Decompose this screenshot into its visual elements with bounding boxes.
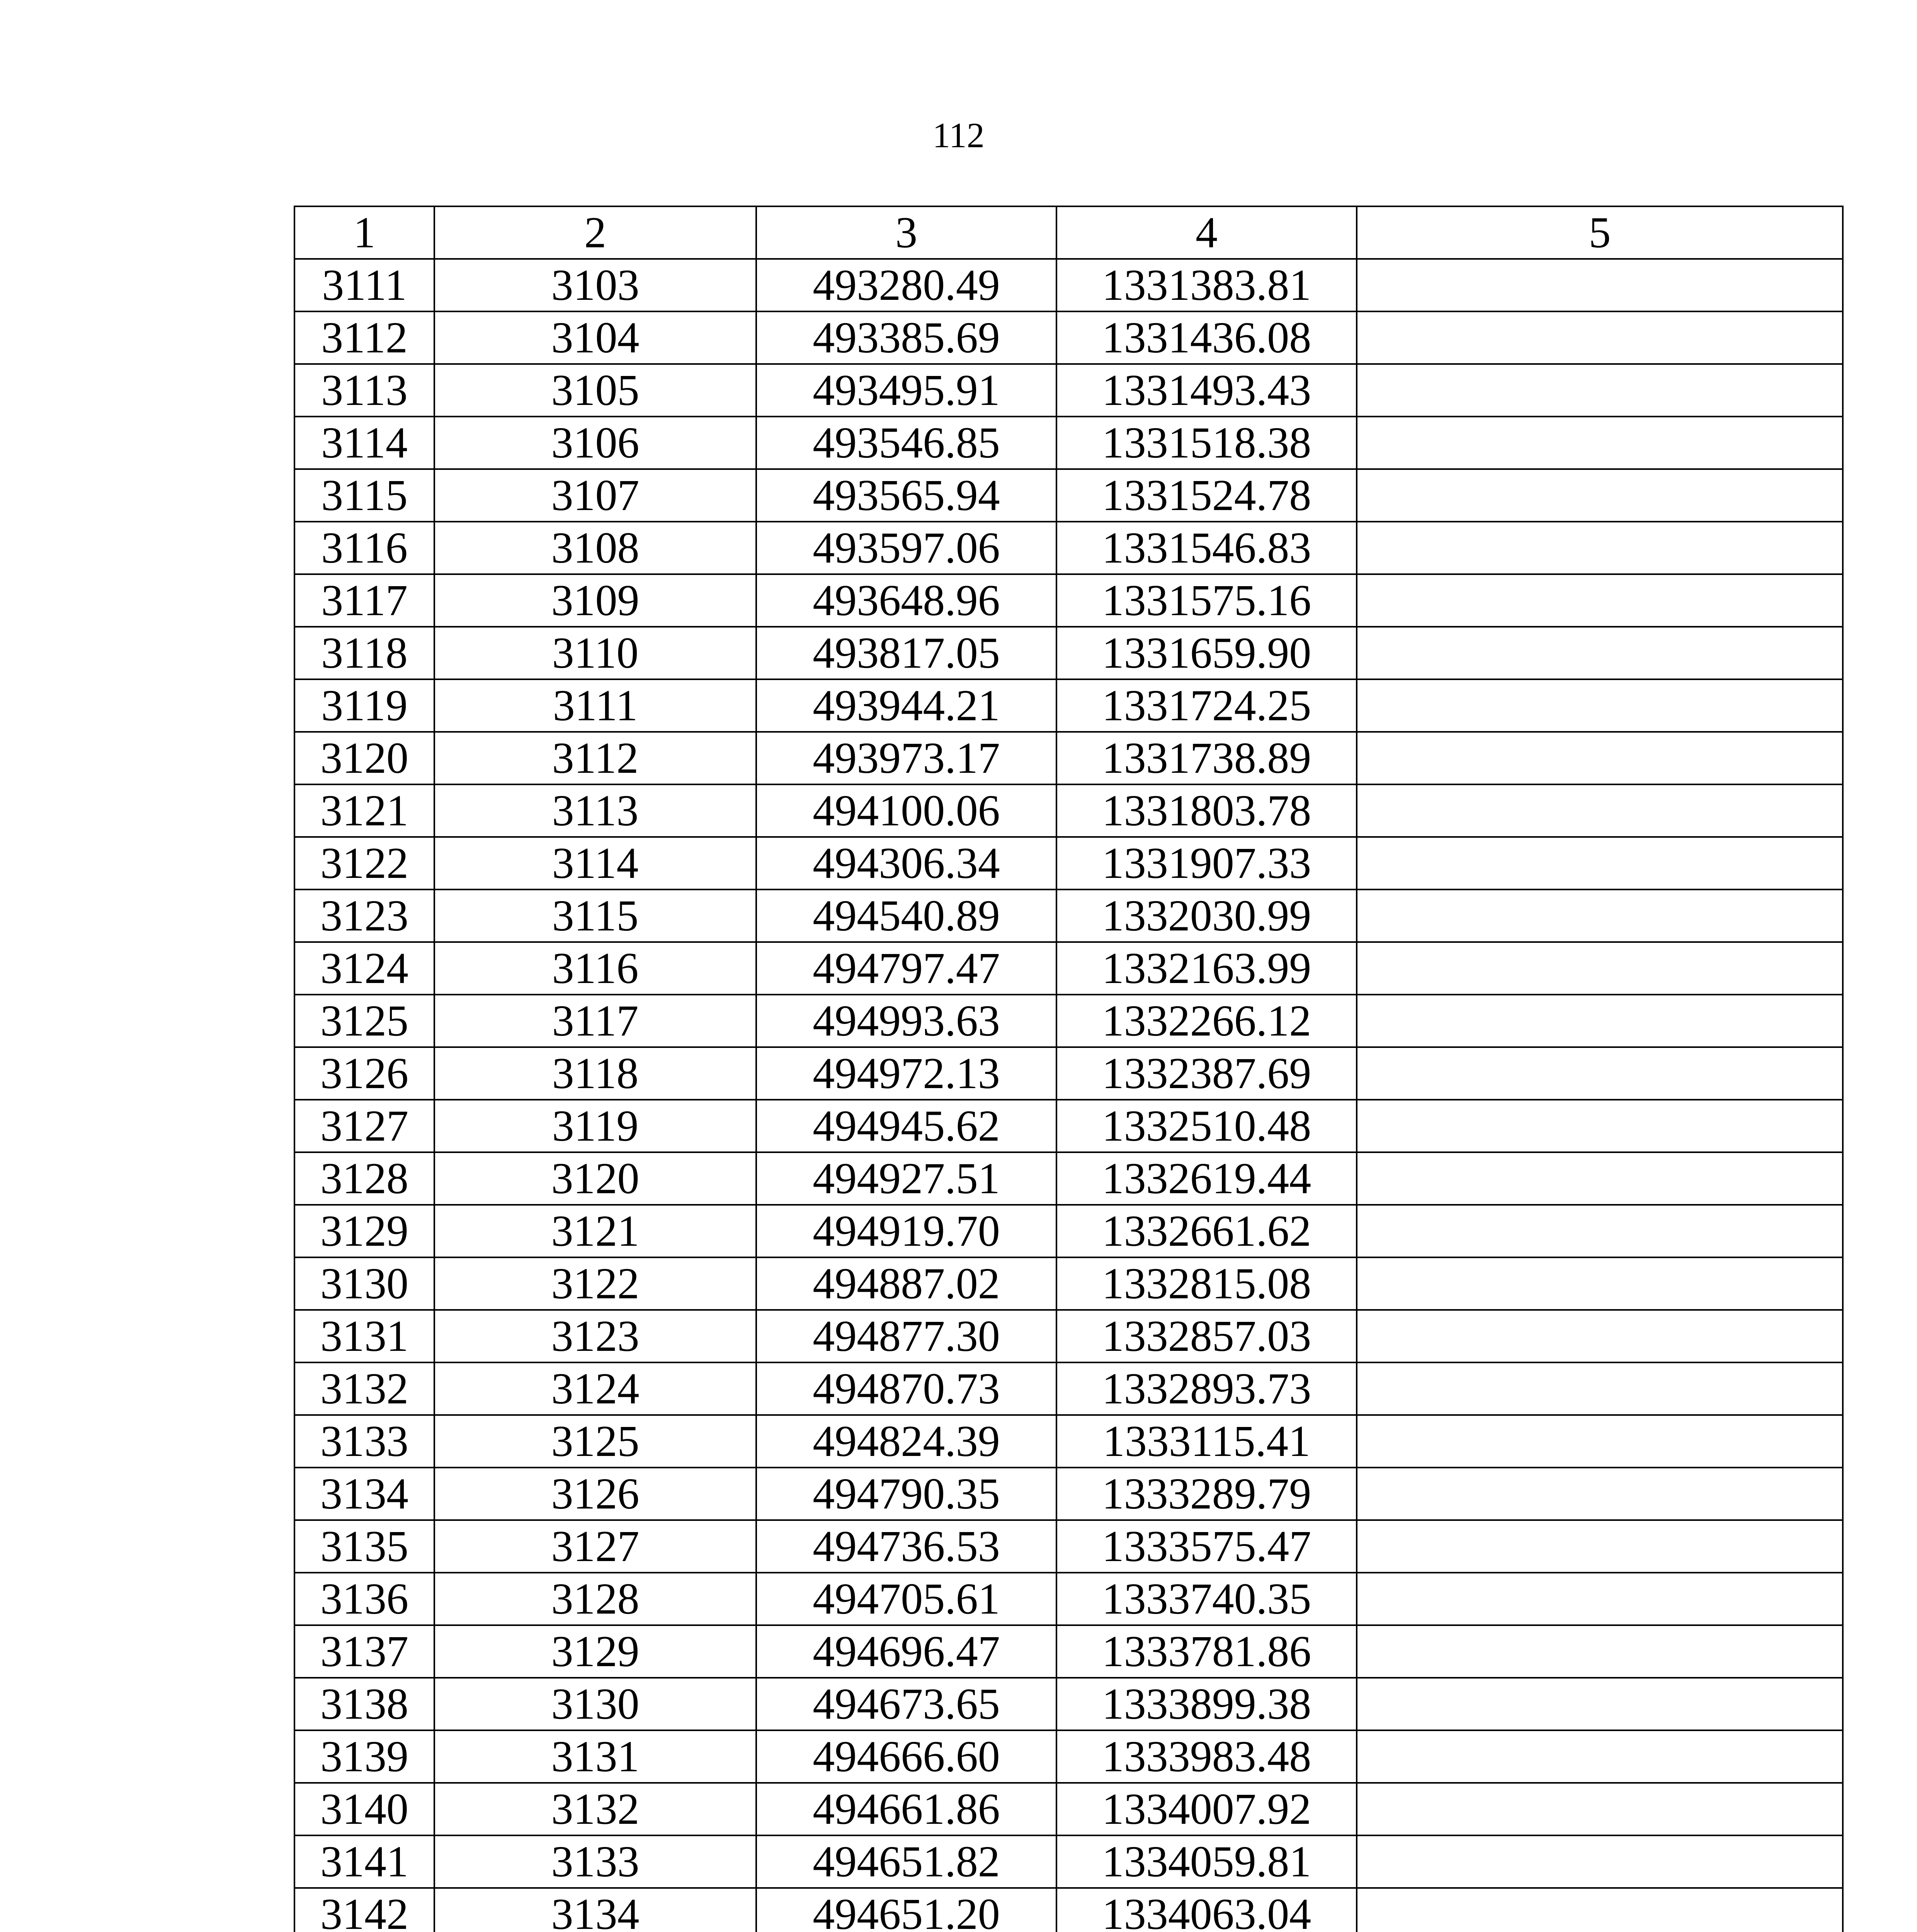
table-cell: 1331907.33 <box>1056 837 1357 889</box>
table-cell: 3118 <box>434 1047 756 1100</box>
table-cell: 494661.86 <box>756 1783 1056 1835</box>
table-cell: 3130 <box>434 1678 756 1730</box>
table-cell: 494887.02 <box>756 1257 1056 1310</box>
table-cell <box>1357 417 1843 469</box>
table-cell: 1334059.81 <box>1056 1835 1357 1888</box>
table-cell: 3121 <box>294 784 434 837</box>
table-cell: 493817.05 <box>756 627 1056 679</box>
table-cell <box>1357 259 1843 311</box>
table-row <box>294 1835 1843 1888</box>
table-cell: 493973.17 <box>756 732 1056 784</box>
table-cell: 3115 <box>434 889 756 942</box>
table-cell: 3109 <box>434 574 756 627</box>
column-header: 5 <box>1357 206 1843 259</box>
table-cell: 1331383.81 <box>1056 259 1357 311</box>
table-cell: 1331738.89 <box>1056 732 1357 784</box>
table-cell: 3136 <box>294 1573 434 1625</box>
table-cell: 3120 <box>434 1152 756 1205</box>
table-cell: 1331575.16 <box>1056 574 1357 627</box>
table-row <box>294 1362 1843 1415</box>
page-number: 112 <box>932 116 985 155</box>
table-cell: 1333983.48 <box>1056 1730 1357 1783</box>
table-cell: 3130 <box>294 1257 434 1310</box>
table-row <box>294 1783 1843 1835</box>
table-cell: 3140 <box>294 1783 434 1835</box>
table-cell: 1332163.99 <box>1056 942 1357 995</box>
table-cell: 1333781.86 <box>1056 1625 1357 1678</box>
table-cell: 3114 <box>434 837 756 889</box>
table-cell: 3125 <box>294 995 434 1047</box>
table-header <box>294 206 1843 259</box>
table-row <box>294 1310 1843 1362</box>
table-cell <box>1357 1362 1843 1415</box>
table-cell: 1334063.04 <box>1056 1888 1357 1932</box>
table-cell <box>1357 1205 1843 1257</box>
table-row <box>294 1625 1843 1678</box>
table-cell: 494100.06 <box>756 784 1056 837</box>
table-cell: 3132 <box>434 1783 756 1835</box>
table-row <box>294 1152 1843 1205</box>
table-row <box>294 1520 1843 1573</box>
table-cell <box>1357 1678 1843 1730</box>
table-cell: 3124 <box>294 942 434 995</box>
table-row <box>294 942 1843 995</box>
table-cell: 1332387.69 <box>1056 1047 1357 1100</box>
table-cell: 493546.85 <box>756 417 1056 469</box>
table-cell: 494306.34 <box>756 837 1056 889</box>
table-cell: 3112 <box>294 311 434 364</box>
table-row <box>294 311 1843 364</box>
table-cell: 494972.13 <box>756 1047 1056 1100</box>
table-cell: 494919.70 <box>756 1205 1056 1257</box>
table-cell <box>1357 1152 1843 1205</box>
table-cell <box>1357 574 1843 627</box>
table-cell <box>1357 889 1843 942</box>
table-cell: 1333115.41 <box>1056 1415 1357 1468</box>
table-row <box>294 574 1843 627</box>
table-cell: 494651.82 <box>756 1835 1056 1888</box>
table-cell: 3128 <box>294 1152 434 1205</box>
table-cell <box>1357 784 1843 837</box>
table-row <box>294 784 1843 837</box>
table-cell: 3121 <box>434 1205 756 1257</box>
table-cell: 3132 <box>294 1362 434 1415</box>
table-cell <box>1357 679 1843 732</box>
table-cell: 1331659.90 <box>1056 627 1357 679</box>
table-row <box>294 889 1843 942</box>
table-cell: 3116 <box>294 522 434 574</box>
table-cell <box>1357 1468 1843 1520</box>
table-cell: 1333899.38 <box>1056 1678 1357 1730</box>
table-body <box>294 259 1843 1932</box>
table-cell: 494945.62 <box>756 1100 1056 1152</box>
table-cell: 3110 <box>434 627 756 679</box>
table-cell: 3141 <box>294 1835 434 1888</box>
table-cell: 493495.91 <box>756 364 1056 417</box>
table-cell: 1332266.12 <box>1056 995 1357 1047</box>
column-header: 2 <box>434 206 756 259</box>
table-cell: 493944.21 <box>756 679 1056 732</box>
table-cell: 3124 <box>434 1362 756 1415</box>
table-cell <box>1357 732 1843 784</box>
table-row <box>294 1573 1843 1625</box>
table-cell <box>1357 1730 1843 1783</box>
table-row <box>294 1100 1843 1152</box>
table-cell: 3107 <box>434 469 756 522</box>
coordinates-table <box>294 206 1844 1932</box>
table-cell: 494666.60 <box>756 1730 1056 1783</box>
table-cell: 1332893.73 <box>1056 1362 1357 1415</box>
table-cell: 3117 <box>434 995 756 1047</box>
table-cell: 1332815.08 <box>1056 1257 1357 1310</box>
table-row <box>294 837 1843 889</box>
table-cell <box>1357 1573 1843 1625</box>
table-cell <box>1357 1835 1843 1888</box>
table-cell: 1331493.43 <box>1056 364 1357 417</box>
table-row <box>294 732 1843 784</box>
table-cell: 3135 <box>294 1520 434 1573</box>
table-cell <box>1357 1047 1843 1100</box>
header-row <box>294 206 1843 259</box>
table-cell: 493385.69 <box>756 311 1056 364</box>
table-row <box>294 627 1843 679</box>
table-row <box>294 469 1843 522</box>
table-cell: 1331546.83 <box>1056 522 1357 574</box>
table-cell: 1333575.47 <box>1056 1520 1357 1573</box>
table-cell: 494797.47 <box>756 942 1056 995</box>
table-cell: 1332661.62 <box>1056 1205 1357 1257</box>
table-row <box>294 364 1843 417</box>
table-cell: 3116 <box>434 942 756 995</box>
table-cell: 3138 <box>294 1678 434 1730</box>
table-cell: 1331803.78 <box>1056 784 1357 837</box>
column-header: 1 <box>294 206 434 259</box>
table-cell: 494705.61 <box>756 1573 1056 1625</box>
table-cell: 3114 <box>294 417 434 469</box>
table-cell: 3104 <box>434 311 756 364</box>
table-cell: 1332510.48 <box>1056 1100 1357 1152</box>
table-cell: 3134 <box>294 1468 434 1520</box>
table-cell: 3125 <box>434 1415 756 1468</box>
table-row <box>294 1205 1843 1257</box>
table-cell: 493597.06 <box>756 522 1056 574</box>
table-cell <box>1357 1520 1843 1573</box>
table-row <box>294 259 1843 311</box>
column-header: 4 <box>1056 206 1357 259</box>
table-cell: 1331524.78 <box>1056 469 1357 522</box>
table-cell: 494824.39 <box>756 1415 1056 1468</box>
table-cell: 3118 <box>294 627 434 679</box>
table-cell <box>1357 627 1843 679</box>
table-cell: 1331518.38 <box>1056 417 1357 469</box>
table-cell <box>1357 469 1843 522</box>
table-row <box>294 679 1843 732</box>
column-header: 3 <box>756 206 1056 259</box>
table-cell: 1333289.79 <box>1056 1468 1357 1520</box>
table-row <box>294 1678 1843 1730</box>
table-row <box>294 1888 1843 1932</box>
table-row <box>294 995 1843 1047</box>
table-cell: 1334007.92 <box>1056 1783 1357 1835</box>
table-cell: 494540.89 <box>756 889 1056 942</box>
table-cell: 3128 <box>434 1573 756 1625</box>
table-cell <box>1357 522 1843 574</box>
table-cell: 3142 <box>294 1888 434 1932</box>
table-cell: 3111 <box>434 679 756 732</box>
table-cell: 3126 <box>294 1047 434 1100</box>
table-cell <box>1357 1310 1843 1362</box>
table-cell: 494673.65 <box>756 1678 1056 1730</box>
table-cell: 3103 <box>434 259 756 311</box>
table-cell: 494651.20 <box>756 1888 1056 1932</box>
table-row <box>294 1257 1843 1310</box>
table-row <box>294 1730 1843 1783</box>
table-cell: 3108 <box>434 522 756 574</box>
table-cell: 3127 <box>434 1520 756 1573</box>
table-cell: 3120 <box>294 732 434 784</box>
table-cell <box>1357 837 1843 889</box>
table-cell <box>1357 1625 1843 1678</box>
table-cell: 493280.49 <box>756 259 1056 311</box>
table-cell: 3122 <box>294 837 434 889</box>
table-cell: 3112 <box>434 732 756 784</box>
table-cell <box>1357 364 1843 417</box>
table-cell <box>1357 311 1843 364</box>
table-row <box>294 1415 1843 1468</box>
table-cell <box>1357 1415 1843 1468</box>
table-cell: 494870.73 <box>756 1362 1056 1415</box>
table-cell: 494790.35 <box>756 1468 1056 1520</box>
table-row <box>294 1468 1843 1520</box>
table-cell: 1332857.03 <box>1056 1310 1357 1362</box>
table-cell: 3133 <box>294 1415 434 1468</box>
table-cell: 3113 <box>294 364 434 417</box>
table-cell <box>1357 1783 1843 1835</box>
table-cell: 493565.94 <box>756 469 1056 522</box>
table-cell: 3127 <box>294 1100 434 1152</box>
table-cell: 1333740.35 <box>1056 1573 1357 1625</box>
table-cell: 3131 <box>294 1310 434 1362</box>
table-row <box>294 1047 1843 1100</box>
table-cell: 3137 <box>294 1625 434 1678</box>
table-cell: 494736.53 <box>756 1520 1056 1573</box>
table-cell: 3134 <box>434 1888 756 1932</box>
table-cell <box>1357 1100 1843 1152</box>
table-cell: 1331724.25 <box>1056 679 1357 732</box>
table-row <box>294 522 1843 574</box>
table-cell: 3106 <box>434 417 756 469</box>
table-cell: 3129 <box>434 1625 756 1678</box>
table-cell: 494927.51 <box>756 1152 1056 1205</box>
table-cell: 3105 <box>434 364 756 417</box>
table-cell: 3133 <box>434 1835 756 1888</box>
table-cell: 3115 <box>294 469 434 522</box>
table-cell: 494696.47 <box>756 1625 1056 1678</box>
table-cell <box>1357 1257 1843 1310</box>
table-row <box>294 417 1843 469</box>
table-cell: 1332030.99 <box>1056 889 1357 942</box>
table-cell: 3131 <box>434 1730 756 1783</box>
table-cell: 493648.96 <box>756 574 1056 627</box>
table-cell <box>1357 1888 1843 1932</box>
table-cell: 3113 <box>434 784 756 837</box>
table-cell: 494993.63 <box>756 995 1056 1047</box>
table-cell: 3117 <box>294 574 434 627</box>
table-cell <box>1357 942 1843 995</box>
table-cell <box>1357 995 1843 1047</box>
table-cell: 3119 <box>434 1100 756 1152</box>
table-cell: 3139 <box>294 1730 434 1783</box>
table-cell: 3122 <box>434 1257 756 1310</box>
table-cell: 3129 <box>294 1205 434 1257</box>
table-cell: 494877.30 <box>756 1310 1056 1362</box>
table-cell: 3123 <box>294 889 434 942</box>
table-cell: 3111 <box>294 259 434 311</box>
table-cell: 3123 <box>434 1310 756 1362</box>
table-cell: 3126 <box>434 1468 756 1520</box>
table-cell: 3119 <box>294 679 434 732</box>
table-cell: 1331436.08 <box>1056 311 1357 364</box>
table-cell: 1332619.44 <box>1056 1152 1357 1205</box>
